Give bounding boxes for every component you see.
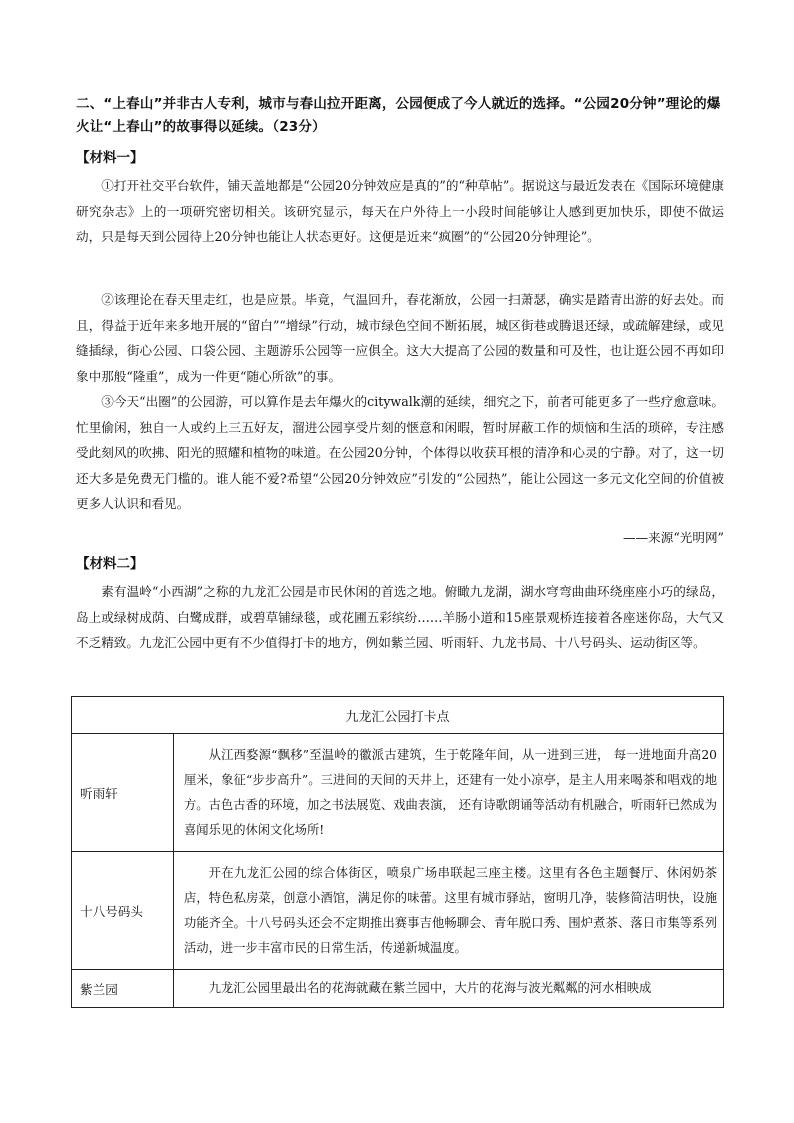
spot-name: 十八号码头 — [72, 852, 174, 970]
material-two-label: 【材料二】 — [76, 556, 144, 572]
question-heading: 二、“上春山”并非古人专利，城市与春山拉开距离，公园便成了今人就近的选择。“公园20分钟”理论的爆火让“上春山”的故事得以延续。（23分） — [76, 96, 721, 135]
table-row — [72, 734, 724, 852]
spot-name: 听雨轩 — [72, 734, 174, 852]
table-row — [72, 970, 724, 1008]
material-one-label: 【材料一】 — [76, 150, 144, 166]
checkin-spots-table — [71, 696, 724, 1008]
material-one-paragraph-3: ③今天“出圈”的公园游，可以算作是去年爆火的citywalk潮的延续，细究之下，前者可能更多了一些疗愈意味。忙里偷闲，独自一人或约上三五好友，溜进公园享受片刻的惬意和闲暇，暂时屏蔽工作的烦恼和生活的琐碎，专注感受此刻风的吹拂、阳光的照耀和植物的味道。在公园20分钟，个体得以收获耳根的清净和心灵的宁静。对了，这一切还大多是免费无门槛的。谁人能不爱?希望“公园20分钟效应”引发的“公园热”，能让公园这一多元文化空间的价值被更多人认识和看见。 — [76, 394, 724, 511]
table-title-row — [72, 697, 724, 734]
table-title: 九龙汇公园打卡点 — [72, 697, 724, 734]
material-two-paragraph: 素有温岭“小西湖”之称的九龙汇公园是市民休闲的首选之地。俯瞰九龙湖，湖水穹弯曲曲环绕座座小巧的绿岛，岛上或绿树成荫、白鹭成群，或碧草铺绿毯，或花圃五彩缤纷……羊肠小道和15座景观桥连接着各座迷你岛，大气又不乏精致。九龙汇公园中更有不少值得打卡的地方，例如紫兰园、听雨轩、九龙书局、十八号码头、运动街区等。 — [76, 584, 724, 650]
spot-description: 九龙汇公园里最出名的花海就藏在紫兰园中，大片的花海与波光粼粼的河水相映成 — [174, 970, 724, 1008]
spot-description: 开在九龙汇公园的综合体街区，喷泉广场串联起三座主楼。这里有各色主题餐厅、休闲奶茶店，特色私房菜，创意小酒馆，满足你的味蕾。这里有城市驿站，窗明几净，装修简洁明快，设施功能齐全。十八号码头还会不定期推出赛事吉他畅聊会、青年脱口秀、围炉煮茶、落日市集等系列活动，进一步丰富市民的日常生活，传递新城温度。 — [174, 852, 724, 970]
material-one-paragraph-1: ①打开社交平台软件，铺天盖地都是“公园20分钟效应是真的”的“种草帖”。据说这与最近发表在《国际环境健康研究杂志》上的一项研究密切相关。该研究显示，每天在户外待上一小段时间能够让人感到更加快乐，即使不做运动，只是每天到公园待上20分钟也能让人状态更好。这便是近来“疯圈”的“公园20分钟理论”。 — [76, 178, 724, 244]
spot-description: 从江西婺源“飘移”至温岭的徽派古建筑，生于乾隆年间，从一进到三进， 每一进地面升高20厘米，象征“步步高升”。三进间的天间的天井上，还建有一处小凉亭，是主人用来喝茶和唱戏的地方。古色古香的环境，加之书法展览、戏曲表演， 还有诗歌朗诵等活动有机融合，听雨轩已然成为喜闻乐见的休闲文化场所! — [174, 734, 724, 852]
spot-name: 紫兰园 — [72, 970, 174, 1008]
table-row — [72, 852, 724, 970]
material-one-paragraph-2: ②该理论在春天里走红，也是应景。毕竟，气温回升，春花渐放，公园一扫萧瑟，确实是踏青出游的好去处。而且，得益于近年来多地开展的“留白”“增绿”行动，城市绿色空间不断拓展，城区街巷或腾退还绿，或疏解建绿，或见缝插绿，街心公园、口袋公园、主题游乐公园等一应俱全。这大大提高了公园的数量和可及性，也让逛公园不再如印象中那般“隆重”，成为一件更“随心所欲”的事。 — [76, 292, 724, 384]
source-attribution: ——来源“光明网” — [622, 530, 724, 545]
